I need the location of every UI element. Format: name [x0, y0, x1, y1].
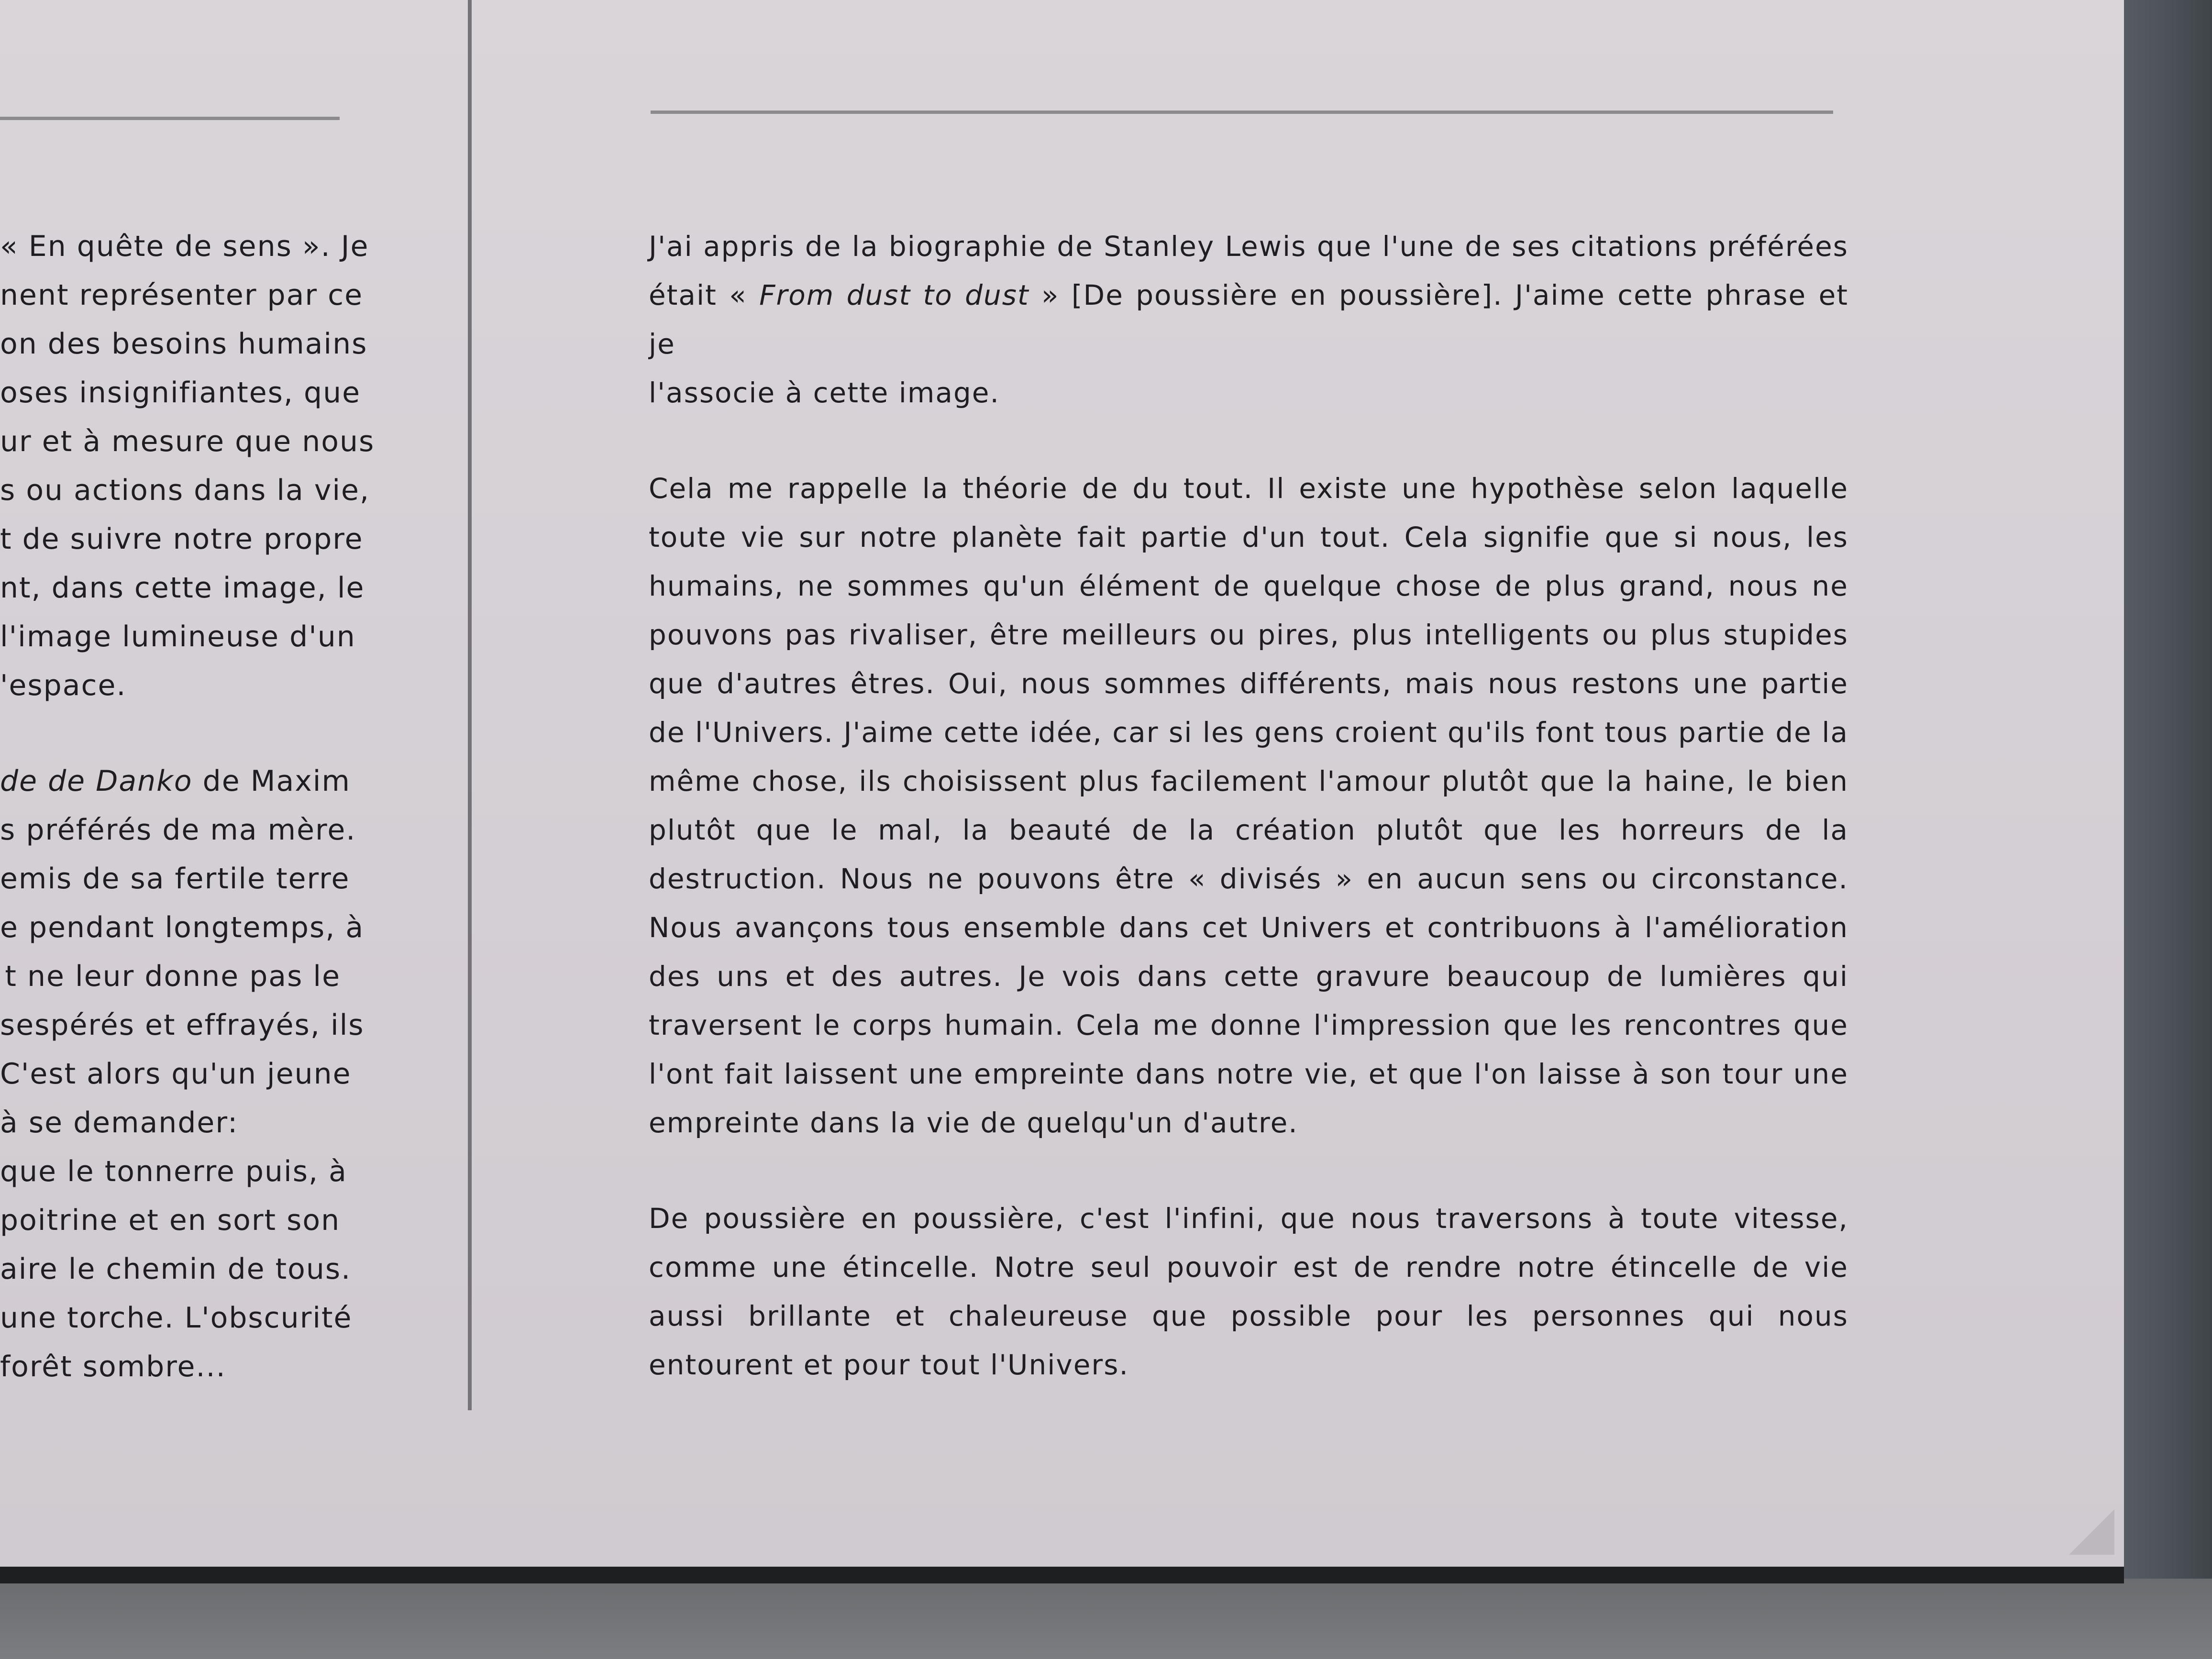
left-line: poitrine et en sort son: [0, 1204, 341, 1237]
column-divider: [468, 0, 472, 1410]
left-line: t de suivre notre propre: [0, 522, 364, 556]
right-column-text: [649, 222, 1848, 1389]
paragraph-line: l'associe à cette image.: [649, 376, 1000, 409]
left-line: ur et à mesure que nous: [0, 425, 375, 458]
paragraph-line: [649, 271, 1848, 368]
paragraph-line: Nous avançons tous ensemble dans cet Univers et contribuons à l'amélioration: [649, 911, 1848, 944]
left-line-rest: de Maxim: [192, 764, 351, 798]
left-line: s préférés de ma mère.: [0, 813, 356, 847]
quote-title: From dust to dust: [759, 279, 1029, 311]
paragraph-line: toute vie sur notre planète fait partie d'un tout. Cela signifie que si nous, les: [649, 521, 1848, 553]
paragraph-line: même chose, ils choisissent plus facilement l'amour plutôt que la haine, le bien: [649, 765, 1848, 797]
paragraph-line: l'ont fait laissent une empreinte dans notre vie, et que l'on laisse à son tour une: [649, 1058, 1848, 1090]
left-line: que le tonnerre puis, à: [0, 1155, 347, 1188]
left-line: [0, 757, 351, 806]
paragraph-line: empreinte dans la vie de quelqu'un d'autre.: [649, 1106, 1298, 1139]
left-line: emis de sa fertile terre: [0, 862, 350, 896]
right-top-rule: [651, 111, 1833, 114]
left-line: t ne leur donne pas le: [5, 960, 341, 993]
left-line: nt, dans cette image, le: [0, 571, 365, 605]
left-line: e pendant longtemps, à: [0, 911, 365, 944]
paragraph-line: destruction. Nous ne pouvons être « divisés » en aucun sens ou circonstance.: [649, 863, 1848, 895]
left-top-rule: [0, 117, 340, 120]
paragraph-line: entourent et pour tout l'Univers.: [649, 1349, 1129, 1381]
left-line: on des besoins humains: [0, 327, 368, 361]
paragraph-line: que d'autres êtres. Oui, nous sommes différents, mais nous restons une partie: [649, 667, 1848, 700]
paragraph-line: traversent le corps humain. Cela me donne l'impression que les rencontres que: [649, 1009, 1848, 1041]
left-line: forêt sombre...: [0, 1350, 226, 1383]
background-floor: [0, 1579, 2212, 1659]
paragraph-line: aussi brillante et chaleureuse que possible pour les personnes qui nous: [649, 1300, 1848, 1332]
paragraph-line: comme une étincelle. Notre seul pouvoir est de rendre notre étincelle de vie: [649, 1251, 1848, 1283]
paragraph-line: de l'Univers. J'aime cette idée, car si les gens croient qu'ils font tous partie de la: [649, 716, 1848, 749]
left-italic-title: de de Danko: [0, 764, 193, 798]
paragraph-line: pouvons pas rivaliser, être meilleurs ou pires, plus intelligents ou plus stupides: [649, 619, 1848, 651]
left-line: oses insignifiantes, que: [0, 376, 361, 409]
text-span: » [De poussière en poussière]. J'aime cette phrase et je: [649, 279, 1848, 360]
paragraph-line: Cela me rappelle la théorie de du tout. Il existe une hypothèse selon laquelle: [649, 472, 1848, 505]
paragraph-line: J'ai appris de la biographie de Stanley Lewis que l'une de ses citations préférées: [649, 230, 1848, 263]
left-column-text: [0, 222, 375, 1391]
left-line: C'est alors qu'un jeune: [0, 1057, 352, 1091]
left-line: sespérés et effrayés, ils: [0, 1008, 365, 1042]
left-line: « En quête de sens ». Je: [0, 230, 369, 263]
paragraph-line: plutôt que le mal, la beauté de la création plutôt que les horreurs de la: [649, 814, 1848, 846]
left-line: aire le chemin de tous.: [0, 1252, 352, 1286]
text-span: était «: [649, 279, 760, 311]
paragraph-line: des uns et des autres. Je vois dans cette gravure beaucoup de lumières qui: [649, 960, 1848, 993]
paragraph-line: De poussière en poussière, c'est l'infini, que nous traversons à toute vitesse,: [649, 1202, 1848, 1235]
left-line: nent représenter par ce: [0, 278, 364, 312]
panel-corner-fold: [2069, 1509, 2114, 1555]
left-line: l'image lumineuse d'un: [0, 620, 356, 653]
paragraph-line: humains, ne sommes qu'un élément de quelque chose de plus grand, nous ne: [649, 570, 1848, 602]
left-line: 'espace.: [0, 669, 127, 702]
left-line: à se demander:: [0, 1106, 239, 1139]
left-line: une torche. L'obscurité: [0, 1301, 353, 1335]
left-line: s ou actions dans la vie,: [0, 474, 370, 507]
